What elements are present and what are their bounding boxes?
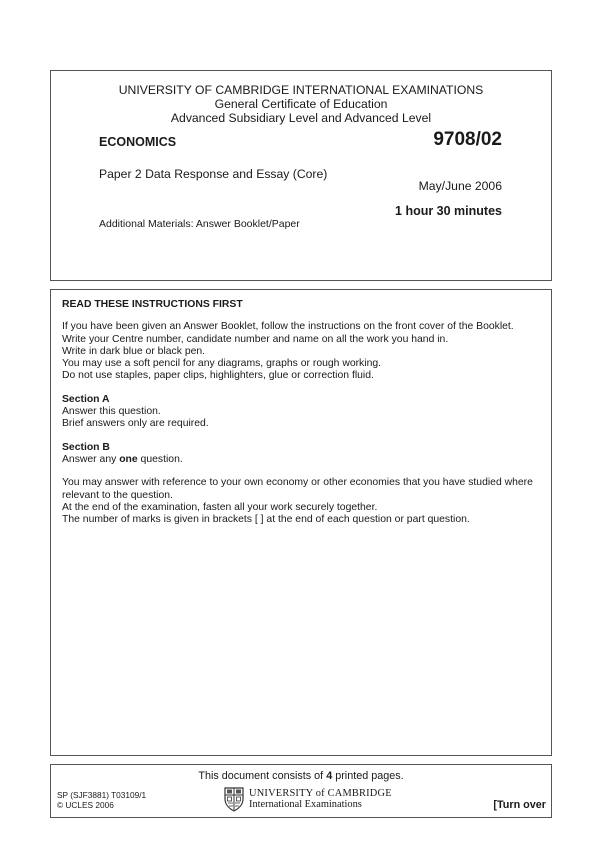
section-a-heading: Section A (62, 393, 110, 405)
page-count-text: printed pages. (332, 770, 404, 782)
logo-subtitle: International Examinations (249, 799, 362, 810)
instruction-line: Brief answers only are required. (62, 418, 209, 430)
syllabus-code: 9708/02 (433, 129, 502, 150)
cambridge-logo (223, 785, 392, 813)
section-b-text: Answer any (62, 453, 120, 465)
page-count-note (51, 770, 551, 782)
section-b-text: question. (137, 453, 183, 465)
general-instructions (62, 321, 541, 382)
turn-over-label: [Turn over (493, 799, 546, 811)
instruction-line: Write in dark blue or black pen. (62, 345, 206, 357)
additional-materials: Additional Materials: Answer Booklet/Paper (99, 218, 300, 230)
paper-title: Paper 2 Data Response and Essay (Core) (99, 167, 328, 181)
board-name: UNIVERSITY OF CAMBRIDGE INTERNATIONAL EXAMINATIONS (118, 83, 484, 97)
section-b-emphasis: one (119, 453, 138, 465)
section-b-heading: Section B (62, 441, 110, 453)
closing-instructions (62, 477, 541, 526)
page-count-text: This document consists of (198, 770, 327, 782)
instruction-line: The number of marks is given in brackets [ ] at the end of each question or part question. (62, 514, 470, 526)
exam-session: May/June 2006 (418, 179, 502, 193)
logo-university: UNIVERSITY of CAMBRIDGE (249, 788, 392, 799)
document-reference (57, 790, 146, 810)
instruction-line (62, 454, 541, 466)
copyright: © UCLES 2006 (57, 800, 114, 810)
instruction-line: You may answer with reference to your own economy or other economies that you have studied where (62, 477, 533, 489)
section-a (62, 394, 541, 431)
instruction-line: relevant to the question. (62, 489, 173, 501)
crest-icon (223, 786, 245, 812)
certificate-name: General Certificate of Education (214, 97, 388, 111)
footer-box (50, 764, 552, 818)
instruction-line: Do not use staples, paper clips, highlighters, glue or correction fluid. (62, 370, 374, 382)
instruction-line: Write your Centre number, candidate number and name on all the work you hand in. (62, 333, 449, 345)
instruction-line: At the end of the examination, fasten all your work securely together. (62, 501, 378, 513)
reference-code: SP (SJF3881) T03109/1 (57, 790, 147, 800)
section-b (62, 442, 541, 467)
instructions-box (50, 289, 552, 756)
level-name: Advanced Subsidiary Level and Advanced Level (170, 111, 432, 125)
instructions-title: READ THESE INSTRUCTIONS FIRST (62, 299, 243, 310)
instruction-line: If you have been given an Answer Booklet, follow the instructions on the front cover of the Booklet. (62, 321, 514, 333)
header-box (50, 70, 552, 281)
instruction-line: You may use a soft pencil for any diagrams, graphs or rough working. (62, 358, 382, 370)
exam-duration: 1 hour 30 minutes (395, 204, 502, 218)
page-count-number: 4 (326, 770, 333, 782)
instruction-line: Answer this question. (62, 406, 161, 418)
subject-title: ECONOMICS (99, 135, 177, 149)
